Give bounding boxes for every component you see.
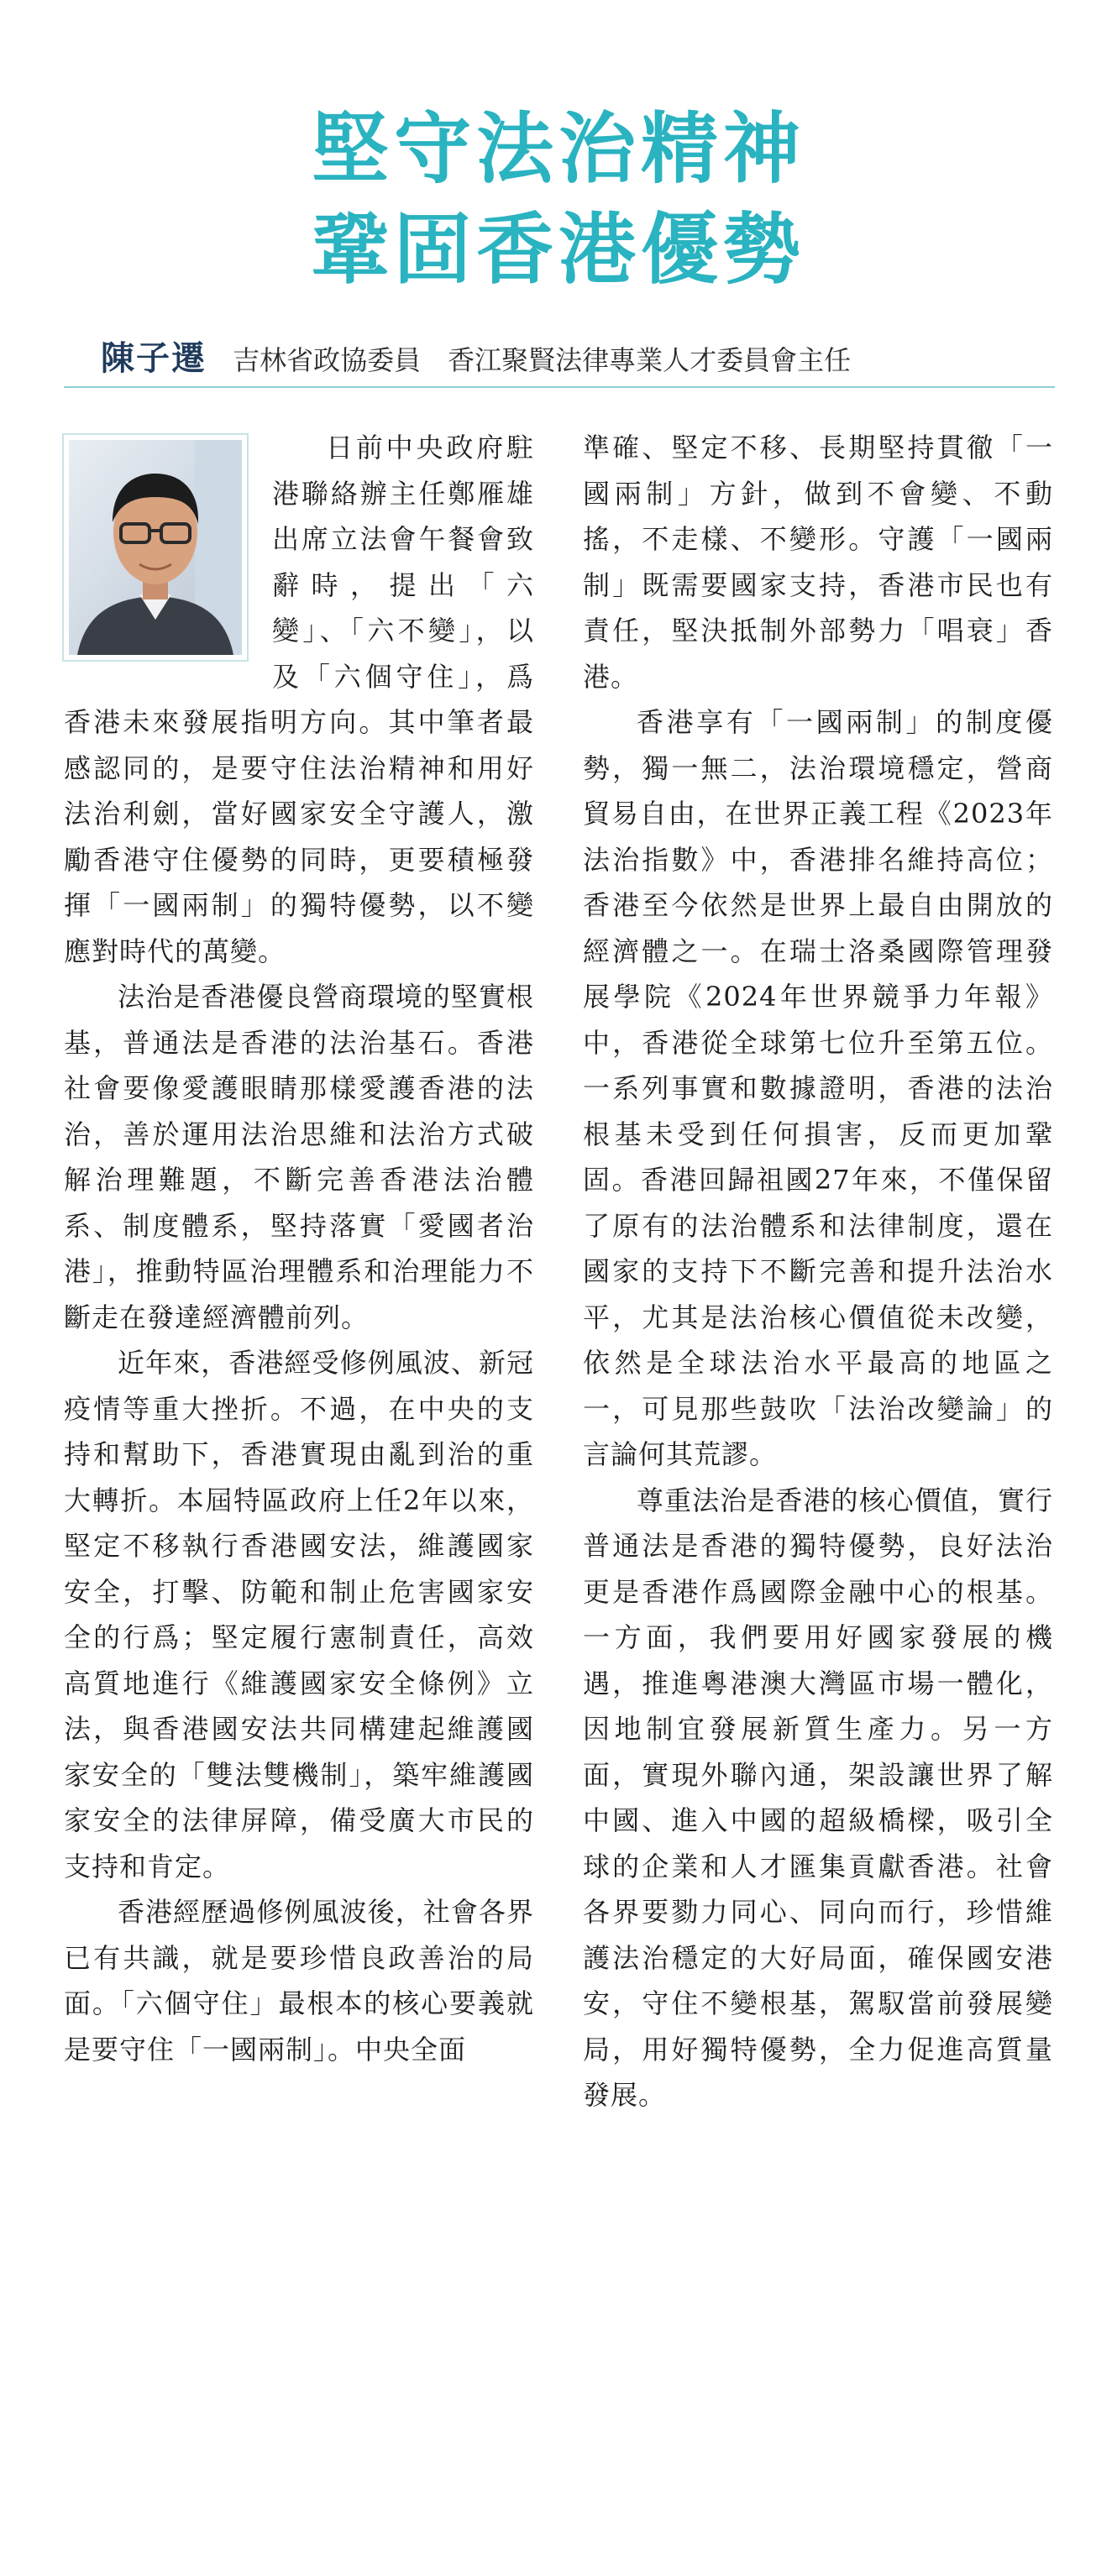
- headline-line-2: 鞏固香港優勢: [311, 205, 805, 295]
- article-paragraph: 香港享有「一國兩制」的制度優勢，獨一無二，法治環境穩定，營商貿易自由，在世界正義工程《2023年法治指數》中，香港排名維持高位；香港至今依然是世界上最自由開放的經濟體之一。在瑞士洛桑國際管理發展學院《2024年世界競爭力年報》中，香港從全球第七位升至第五位。一系列事實和數據證明，香港的法治根基未受到任何損害，反而更加鞏固。香港回歸祖國27年來，不僅保留了原有的法治體系和法律制度，還在國家的支持下不斷完善和提升法治水平，尤其是法治核心價值從未改變，依然是全球法治水平最高的地區之一，可見那些鼓吹「法治改變論」的言論何其荒謬。: [583, 706, 1053, 1470]
- article-column-right: [583, 425, 1053, 2118]
- header-divider: [64, 386, 1055, 388]
- author-name: 陳子遷: [101, 339, 207, 378]
- article-paragraph: 尊重法治是香港的核心價值，實行普通法是香港的獨特優勢，良好法治更是香港作爲國際金融中心的根基。一方面，我們要用好國家發展的機遇，推進粵港澳大灣區市場一體化，因地制宜發展新質生產力。另一方面，實現外聯內通，架設讓世界了解中國、進入中國的超級橋樑，吸引全球的企業和人才匯集貢獻香港。社會各界要勠力同心、同向而行，珍惜維護法治穩定的大好局面，確保國安港安，守住不變根基，駕馭當前發展變局，用好獨特優勢，全力促進高質量發展。: [583, 1484, 1053, 2111]
- article-paragraph: 日前中央政府駐港聯絡辦主任鄭雁雄出席立法會午餐會致辭時，提出「六變」、「六不變」，以及「六個守住」，爲香港未來發展指明方向。其中筆者最感認同的，是要守住法治精神和用好法治利劍，當好國家安全守護人，激勵香港守住優勢的同時，更要積極發揮「一國兩制」的獨特優勢，以不變應對時代的萬變。: [64, 432, 534, 967]
- article-column-left: [64, 425, 534, 2072]
- photo-wrap-spacer: [64, 425, 272, 699]
- headline: [0, 99, 1117, 301]
- author-role: 吉林省政協委員 香江聚賢法律專業人才委員會主任: [233, 344, 852, 376]
- article-paragraph: 法治是香港優良營商環境的堅實根基，普通法是香港的法治基石。香港社會要像愛護眼睛那樣愛護香港的法治，善於運用法治思維和法治方式破解治理難題，不斷完善香港法治體系、制度體系，堅持落實「愛國者治港」，推動特區治理體系和治理能力不斷走在發達經濟體前列。: [64, 981, 534, 1333]
- article-paragraph: 香港經歷過修例風波後，社會各界已有共識，就是要珍惜良政善治的局面。「六個守住」最根本的核心要義就是要守住「一國兩制」。中央全面: [64, 1896, 534, 2066]
- article-paragraph: 準確、堅定不移、長期堅持貫徹「一國兩制」方針，做到不會變、不動搖，不走樣、不變形。守護「一國兩制」既需要國家支持，香港市民也有責任，堅決抵制外部勢力「唱衰」香港。: [583, 432, 1053, 693]
- article-paragraph: 近年來，香港經受修例風波、新冠疫情等重大挫折。不過，在中央的支持和幫助下，香港實現由亂到治的重大轉折。本屆特區政府上任2年以來，堅定不移執行香港國安法，維護國家安全，打擊、防範和制止危害國家安全的行爲；堅定履行憲制責任，高效高質地進行《維護國家安全條例》立法，與香港國安法共同構建起維護國家安全的「雙法雙機制」，築牢維護國家安全的法律屏障，備受廣大市民的支持和肯定。: [64, 1347, 534, 1882]
- headline-line-1: 堅守法治精神: [311, 104, 805, 194]
- byline: [101, 332, 1058, 382]
